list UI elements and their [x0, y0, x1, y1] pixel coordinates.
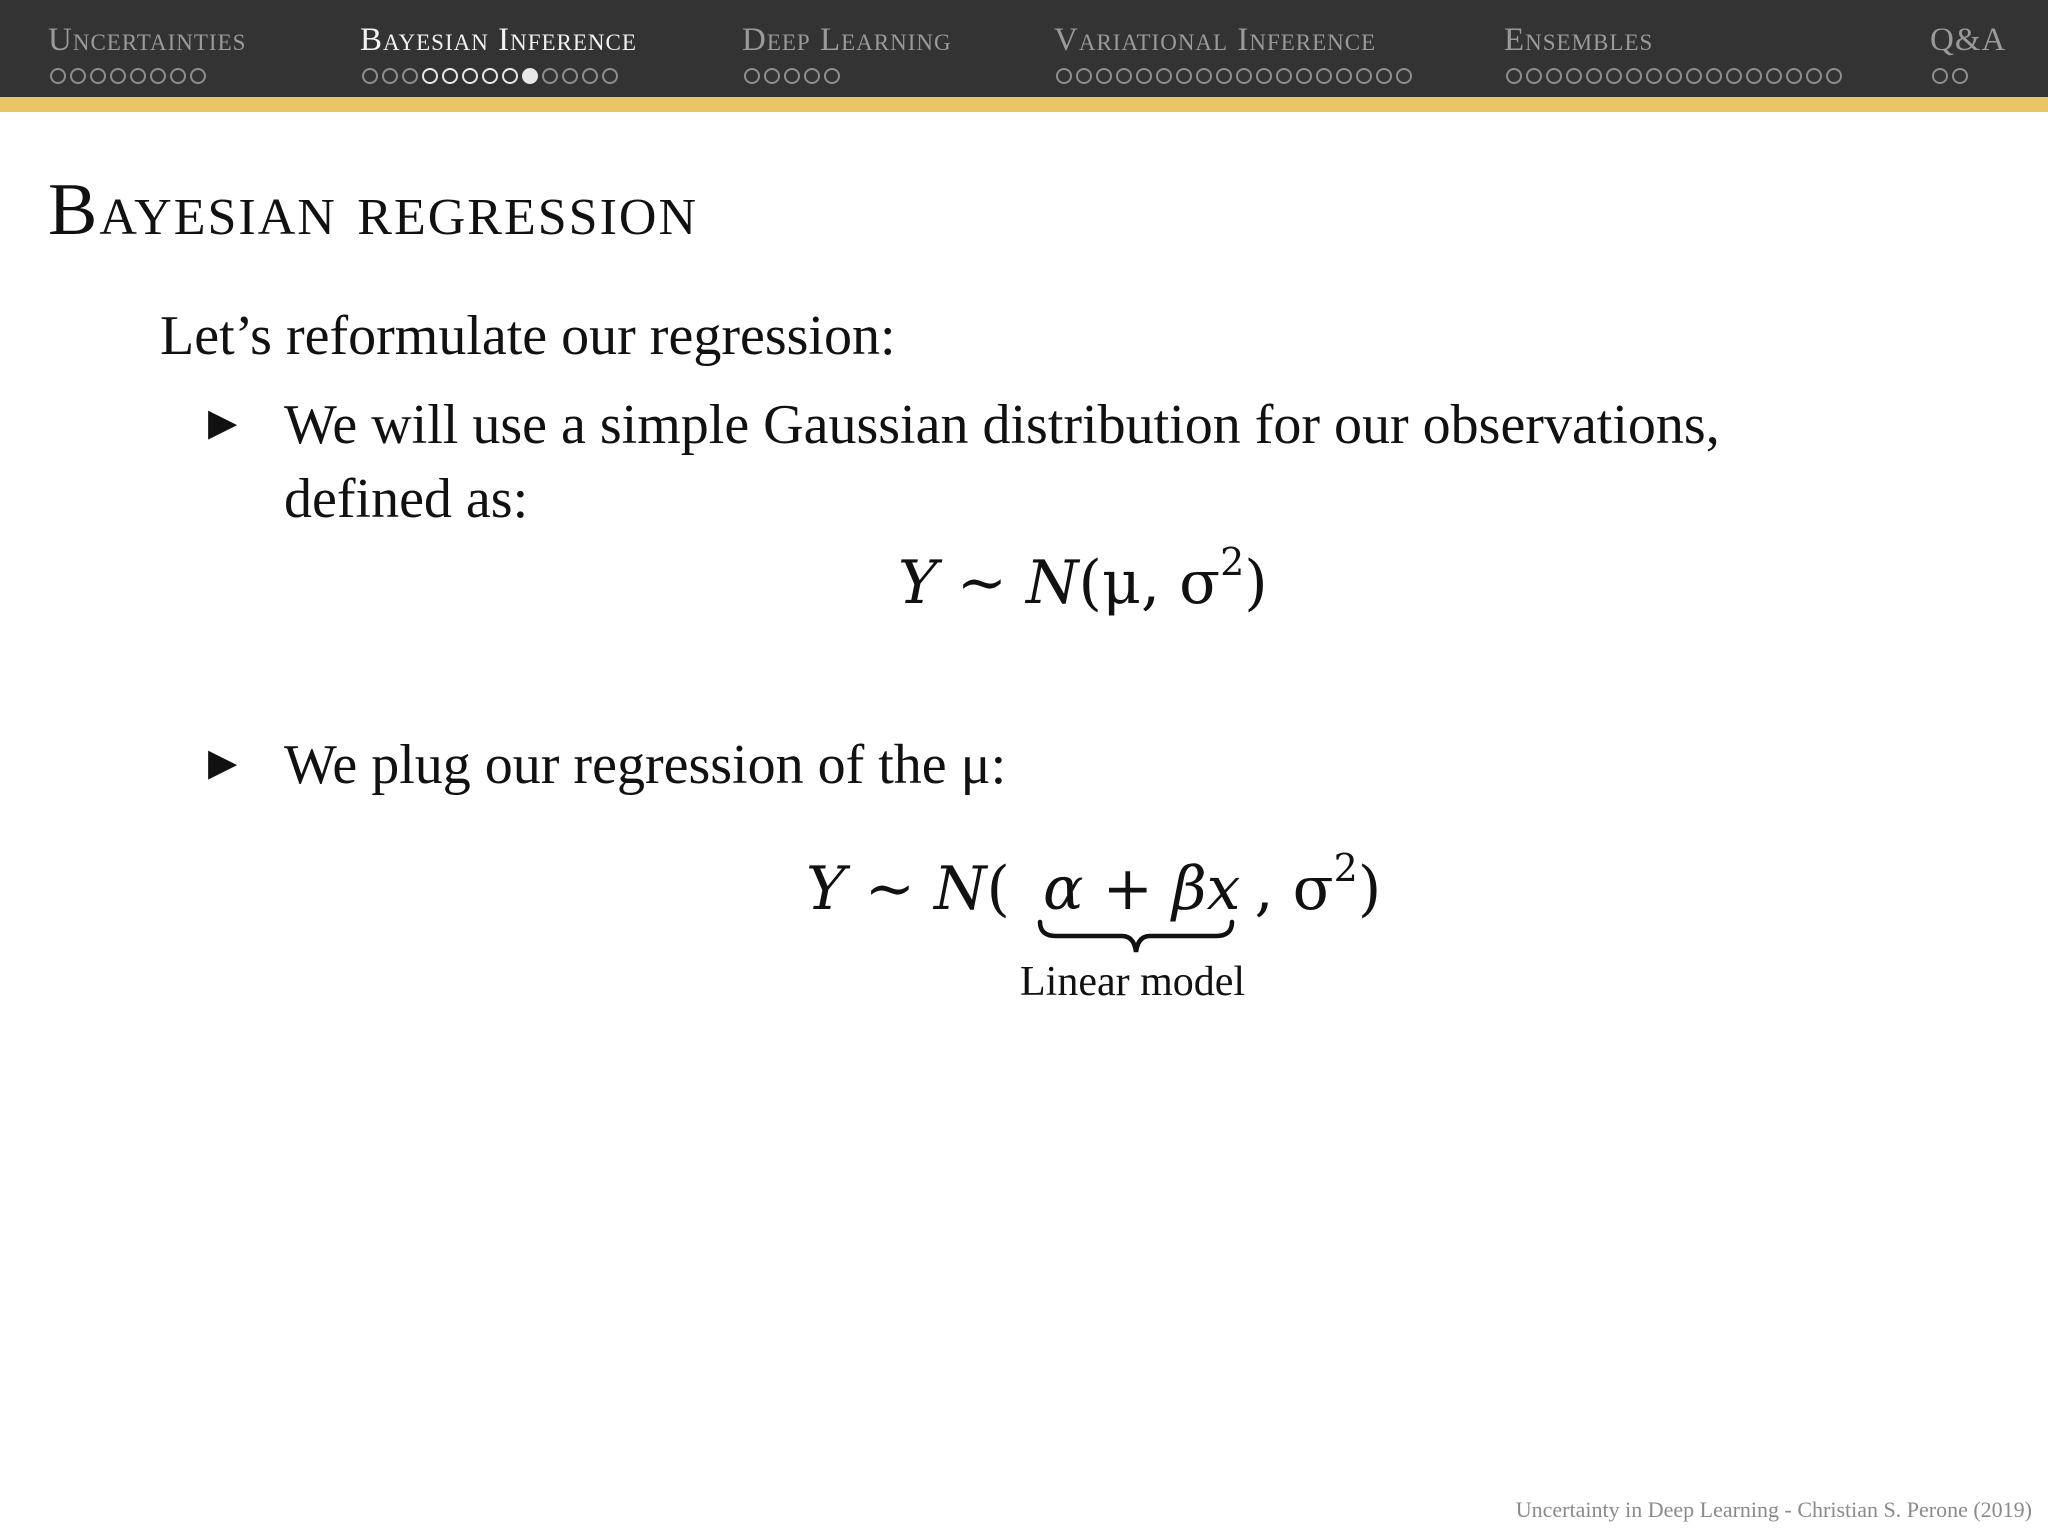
nav-slide-dots — [50, 68, 206, 84]
nav-slide-dot[interactable] — [1316, 68, 1332, 84]
nav-slide-dot[interactable] — [382, 68, 398, 84]
nav-slide-dot[interactable] — [1296, 68, 1312, 84]
nav-slide-dot[interactable] — [1156, 68, 1172, 84]
nav-label: Ensembles — [1504, 22, 1654, 58]
nav-slide-dot[interactable] — [190, 68, 206, 84]
brace-label: Linear model — [1020, 959, 1246, 1005]
bullet-1-line-2: defined as: — [284, 468, 529, 530]
eq2-linear-term: α + βx — [1043, 854, 1241, 924]
nav-slide-dot[interactable] — [1196, 68, 1212, 84]
nav-slide-dot[interactable] — [442, 68, 458, 84]
eq2-sim: ∼ — [864, 854, 915, 924]
bullet-triangle-icon: ▶ — [208, 740, 238, 784]
eq1-args: (μ, σ — [1078, 548, 1221, 618]
nav-slide-dot[interactable] — [50, 68, 66, 84]
nav-slide-dot[interactable] — [1706, 68, 1722, 84]
section-navigation-bar — [0, 0, 2048, 97]
equation-regression — [806, 846, 1381, 924]
nav-slide-dot[interactable] — [1216, 68, 1232, 84]
nav-slide-dot[interactable] — [1526, 68, 1542, 84]
nav-slide-dot[interactable] — [1952, 68, 1968, 84]
eq1-normal-symbol: N — [1026, 548, 1079, 618]
nav-slide-dot[interactable] — [824, 68, 840, 84]
eq2-rest: , σ — [1254, 854, 1334, 924]
nav-slide-dot[interactable] — [362, 68, 378, 84]
nav-slide-dot[interactable] — [170, 68, 186, 84]
nav-slide-dot[interactable] — [90, 68, 106, 84]
nav-slide-dots — [1932, 68, 1968, 84]
nav-slide-dots — [362, 68, 618, 84]
bullet-triangle-icon: ▶ — [208, 400, 238, 444]
nav-slide-dot[interactable] — [744, 68, 760, 84]
nav-slide-dot[interactable] — [1932, 68, 1948, 84]
nav-slide-dot[interactable] — [1076, 68, 1092, 84]
bullet-1-line-1: We will use a simple Gaussian distribution for our observations, — [284, 394, 1720, 456]
nav-slide-dot[interactable] — [1336, 68, 1352, 84]
eq1-sim: ∼ — [956, 548, 1007, 618]
nav-slide-dots — [1056, 68, 1412, 84]
eq2-exponent: 2 — [1333, 846, 1358, 890]
nav-slide-dot[interactable] — [1606, 68, 1622, 84]
nav-slide-dot[interactable] — [462, 68, 478, 84]
nav-slide-dot[interactable] — [482, 68, 498, 84]
eq2-open: ( — [986, 854, 1010, 924]
nav-slide-dot[interactable] — [1136, 68, 1152, 84]
nav-slide-dot[interactable] — [402, 68, 418, 84]
nav-slide-dot[interactable] — [1726, 68, 1742, 84]
nav-slide-dot[interactable] — [1276, 68, 1292, 84]
nav-slide-dot[interactable] — [1566, 68, 1582, 84]
nav-slide-dot[interactable] — [1396, 68, 1412, 84]
bullet-2-text: We plug our regression of the μ: — [284, 734, 1007, 796]
nav-slide-dot[interactable] — [1056, 68, 1072, 84]
nav-slide-dots — [1506, 68, 1842, 84]
nav-slide-dot[interactable] — [150, 68, 166, 84]
nav-label: Q&A — [1930, 22, 2007, 58]
nav-label: Deep Learning — [742, 22, 952, 58]
nav-slide-dot[interactable] — [602, 68, 618, 84]
nav-label: Uncertainties — [48, 22, 247, 58]
eq1-lhs: Y — [898, 548, 938, 618]
nav-slide-dot[interactable] — [110, 68, 126, 84]
nav-slide-dot[interactable] — [1646, 68, 1662, 84]
eq2-lhs: Y — [806, 854, 846, 924]
nav-slide-dot[interactable] — [784, 68, 800, 84]
nav-slide-dot[interactable] — [1666, 68, 1682, 84]
nav-slide-dot[interactable] — [1806, 68, 1822, 84]
nav-slide-dot[interactable] — [542, 68, 558, 84]
eq2-normal-symbol: N — [934, 854, 987, 924]
nav-slide-dot[interactable] — [1376, 68, 1392, 84]
nav-label: Bayesian Inference — [360, 22, 637, 58]
nav-label: Variational Inference — [1054, 22, 1377, 58]
navbar-accent-stripe — [0, 97, 2048, 112]
nav-slide-dot[interactable] — [130, 68, 146, 84]
slide-title: Bayesian regression — [48, 169, 699, 251]
nav-slide-dot[interactable] — [764, 68, 780, 84]
nav-slide-dot[interactable] — [1686, 68, 1702, 84]
bullet-1-text — [284, 388, 1720, 536]
nav-slide-dot[interactable] — [422, 68, 438, 84]
nav-slide-dot[interactable] — [1546, 68, 1562, 84]
nav-slide-dot[interactable] — [804, 68, 820, 84]
slide-footer: Uncertainty in Deep Learning - Christian S. Perone (2019) — [1515, 1497, 2032, 1522]
underbrace-icon — [1036, 918, 1236, 958]
nav-slide-dot[interactable] — [1826, 68, 1842, 84]
eq2-close: ) — [1357, 854, 1382, 924]
nav-slide-dot[interactable] — [1256, 68, 1272, 84]
nav-slide-dot[interactable] — [1116, 68, 1132, 84]
nav-slide-dot[interactable] — [522, 68, 538, 84]
nav-slide-dot[interactable] — [1236, 68, 1252, 84]
nav-slide-dot[interactable] — [582, 68, 598, 84]
eq1-close: ) — [1244, 548, 1268, 618]
nav-slide-dot[interactable] — [1586, 68, 1602, 84]
nav-slide-dot[interactable] — [1176, 68, 1192, 84]
nav-slide-dot[interactable] — [502, 68, 518, 84]
nav-slide-dots — [744, 68, 840, 84]
nav-slide-dot[interactable] — [1356, 68, 1372, 84]
nav-slide-dot[interactable] — [1096, 68, 1112, 84]
nav-slide-dot[interactable] — [562, 68, 578, 84]
nav-slide-dot[interactable] — [70, 68, 86, 84]
nav-slide-dot[interactable] — [1746, 68, 1762, 84]
nav-slide-dot[interactable] — [1626, 68, 1642, 84]
eq1-exponent: 2 — [1220, 540, 1245, 584]
nav-slide-dot[interactable] — [1766, 68, 1782, 84]
nav-slide-dot[interactable] — [1506, 68, 1522, 84]
intro-text: Let’s reformulate our regression: — [160, 305, 896, 367]
equation-gaussian — [898, 540, 1268, 618]
nav-slide-dot[interactable] — [1786, 68, 1802, 84]
